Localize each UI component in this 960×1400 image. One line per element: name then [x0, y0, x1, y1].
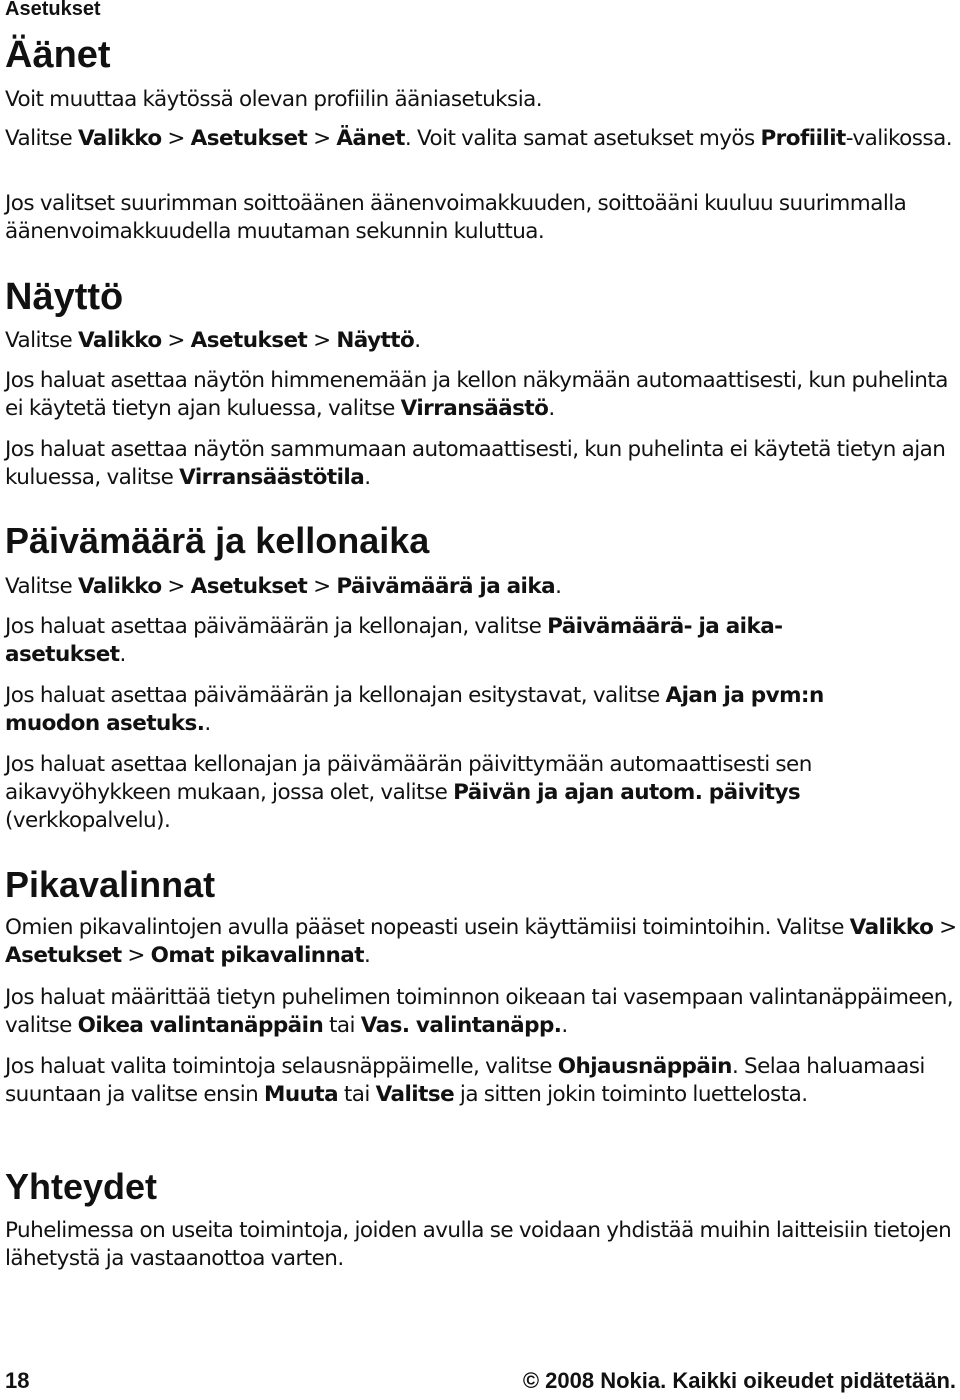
section-title-pikavalinnat: Pikavalinnat	[5, 864, 216, 905]
paragraph: Jos haluat määrittää tietyn puhelimen toiminnon oikeaan tai vasempaan valintanäppäimeen, valitse Oikea valintanäppäin tai Vas. valintanäpp..	[5, 985, 954, 1038]
section-title-paivamaara: Päivämäärä ja kellonaika	[5, 520, 430, 561]
paragraph: Puhelimessa on useita toimintoja, joiden avulla se voidaan yhdistää muihin laitteisiin tietojen lähetystä ja vastaanottoa varten.	[5, 1218, 952, 1271]
paragraph-menu-path: Valitse Valikko > Asetukset > Näyttö.	[5, 328, 421, 353]
paragraph: Omien pikavalintojen avulla pääset nopeasti usein käyttämiisi toimintoihin. Valitse Valikko > Asetukset > Omat pikavalinnat.	[5, 915, 957, 968]
paragraph: Jos haluat valita toimintoja selausnäppäimelle, valitse Ohjausnäppäin. Selaa haluamaasi suuntaan ja valitse ensin Muuta tai Valitse ja sitten jokin toiminto luettelosta.	[5, 1054, 925, 1107]
section-title-yhteydet: Yhteydet	[5, 1166, 158, 1207]
menu-item-asetukset: Asetukset	[190, 126, 308, 151]
paragraph: Jos haluat asettaa päivämäärän ja kellonajan, valitse Päivämäärä- ja aika-asetukset.	[5, 614, 783, 667]
paragraph-menu-path: Valitse Valikko > Asetukset > Päivämäärä ja aika.	[5, 574, 562, 599]
running-header: Asetukset	[5, 0, 101, 20]
paragraph: Voit muuttaa käytössä olevan profiilin ääniasetuksia.	[5, 87, 543, 112]
menu-item-valikko: Valikko	[77, 126, 162, 151]
section-title-naytto: Näyttö	[5, 276, 124, 318]
menu-item-aanet: Äänet	[336, 126, 405, 151]
menu-item-profiilit: Profiilit	[760, 126, 846, 151]
paragraph: Jos haluat asettaa näytön himmenemään ja kellon näkymään automaattisesti, kun puhelinta ei käytetä tietyn ajan kuluessa, valitse Virransäästö.	[5, 368, 948, 421]
copyright-notice: © 2008 Nokia. Kaikki oikeudet pidätetään.	[522, 1368, 956, 1393]
paragraph-menu-path: Valitse Valikko > Asetukset > Äänet. Voit valita samat asetukset myös Profiilit-valikossa.	[5, 126, 952, 151]
section-title-aanet: Äänet	[5, 34, 111, 76]
page-number: 18	[5, 1368, 30, 1393]
paragraph: Jos valitset suurimman soittoäänen äänenvoimakkuuden, soittoääni kuuluu suurimmalla äänenvoimakkuudella muutaman sekunnin kuluttua.	[5, 191, 907, 244]
paragraph: Jos haluat asettaa näytön sammumaan automaattisesti, kun puhelinta ei käytetä tietyn ajan kuluessa, valitse Virransäästötila.	[5, 437, 946, 490]
paragraph: Jos haluat asettaa kellonajan ja päivämäärän päivittymään automaattisesti sen aikavyöhykkeen mukaan, jossa olet, valitse Päivän ja ajan autom. päivitys (verkkopalvelu).	[5, 752, 812, 833]
paragraph: Jos haluat asettaa päivämäärän ja kellonajan esitystavat, valitse Ajan ja pvm:n muodon asetuks..	[5, 683, 824, 736]
